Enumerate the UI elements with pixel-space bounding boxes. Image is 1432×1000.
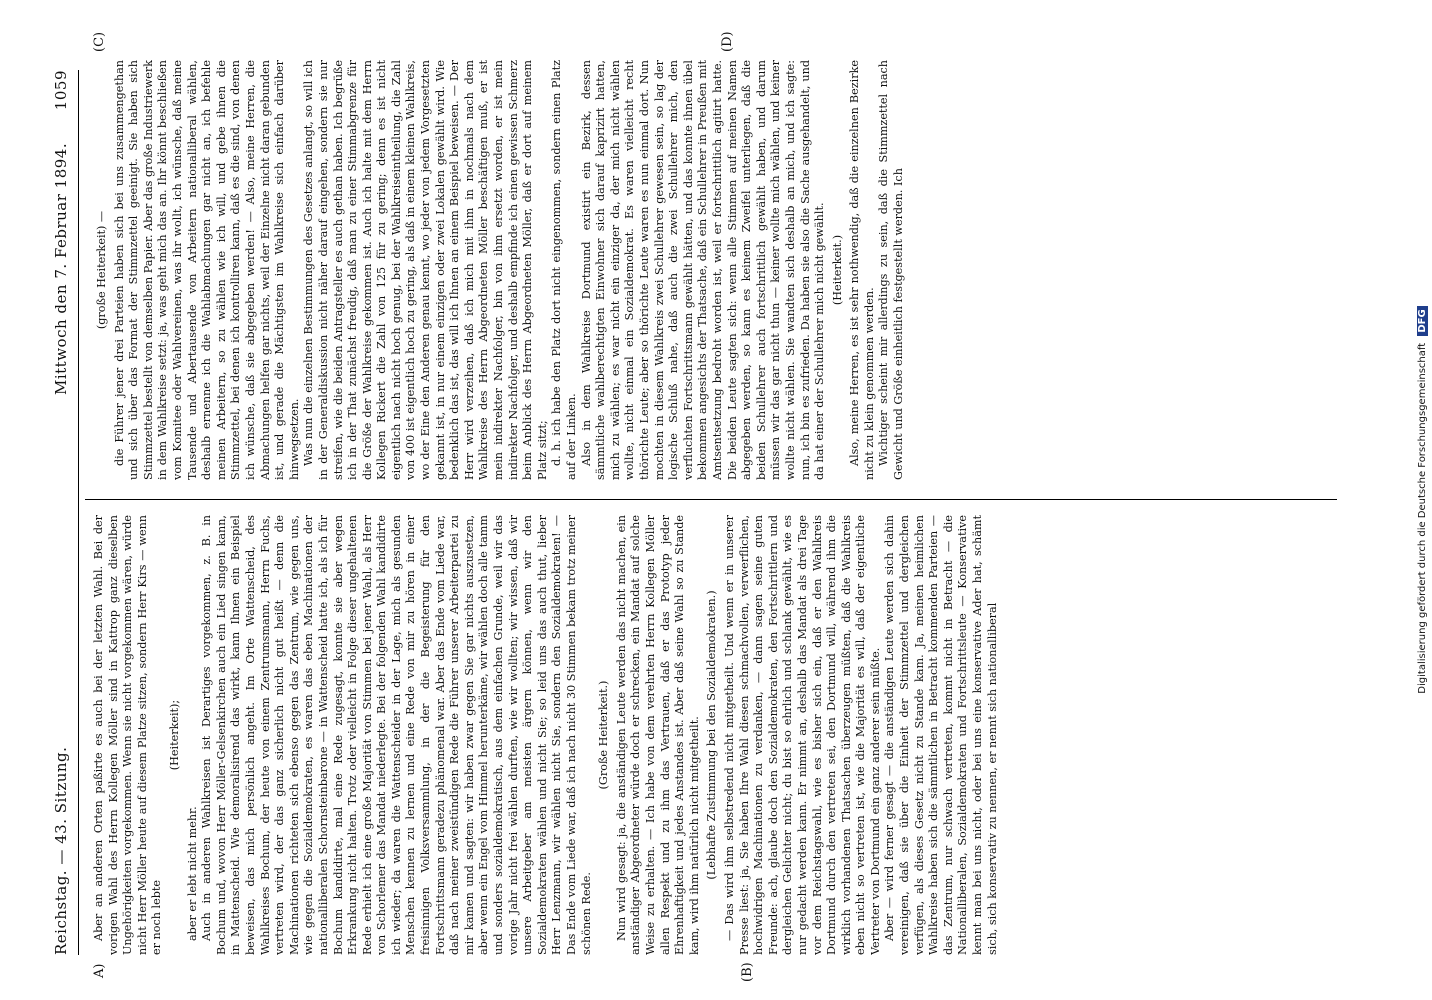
header-left: Reichstag. — 43. Sitzung. <box>52 746 70 955</box>
paragraph: Also, meine Herren, es ist sehr nothwendig, daß die einzelnen Bezirke nicht zu klein genommen werden. <box>848 60 876 480</box>
paragraph: Was nun die einzelnen Bestimmungen des Gesetzes anlangt, so will ich in der Generaldiskussion nicht näher darauf eingehen, sondern sie nur streifen, wie die beiden Antragsteller es auch gethan haben. Ich begrüße ich in der That zunächst freudig, daß man zu einer Stimmabgrenze für die Größe der Wahlkreise gekommen ist. Auch ich halte mit dem Herrn Kollegen Rickert die Zahl von 125 für zu gering; denn es ist nicht eigentlich nach nicht hoch genug, bei der Wahlkreiseintheilung, die Zahl von 400 ist eigentlich hoch zu gering, als daß in einem kleinen Wahlkreis, wo der Eine den Anderen genau kennt, wo jeder von jedem Vorgesetzten gekannt ist, in nur einem einzigen oder zwei Lokalen gewählt wird. Wie bedenklich das ist, das will ich Ihnen an einem Beispiel beweisen. — Der Herr wird verzeihen, daß ich mich mit ihm in nochmals nach dem Wahlkreise des Herrn Abgeordneten Möller beschäftigen muß, er ist mein indirekter Nachfolger, bin von ihm ersetzt worden, er ist mein indirekter Nachfolger, und deshalb empfinde ich einen gewissen Schmerz beim Anblick des Herrn Abgeordneten Möller, daß er dort auf meinem Platz sitzt; <box>302 60 549 480</box>
page-number: 1059 <box>52 70 70 111</box>
paragraph: Aber an anderen Orten paßirte es auch bei der letzten Wahl. Bei der vorigen Wahl des Herrn Kollegen Möller sind in Kattrop ganz dieselben Ungehörigkeiten vorgekommen. Wenn sie nicht vorgekommen wären, würde nicht Herr Möller heute auf diesem Platze sitzen, sondern Herr Kirs — wenn er noch lebte <box>92 515 164 955</box>
marker-a: A) <box>92 963 107 978</box>
dfg-credit-text: Digitalisierung gefördert durch die Deutsche Forschungsgemeinschaft <box>1417 342 1428 694</box>
header-rule <box>78 70 79 955</box>
interjection: (Große Heiterkeit.) <box>597 680 611 790</box>
column-divider <box>85 499 1337 500</box>
paragraph: Wichtiger scheint mir allerdings zu sein, daß die Stimmzettel nach Gewicht und Größe einheitlich festgestellt werden. Ich <box>877 60 906 480</box>
paragraph: Also in dem Wahlkreise Dortmund existirt ein Bezirk, dessen sämmtliche wahlberechtigten Einwohner sich darauf kaprizirt hatten, mich zu wählen; es war nicht ein einziger da, der mich nicht wählen wollte, nicht einmal ein Sozialdemokrat. Es waren vielleicht recht thörichte Leute; aber so thörichte Leute waren es nun einmal dort. Nun mochten in diesem Wahlkreis zwei Schullehrer gewesen sein, so lag der logische Schluß nahe, daß auch die zwei Schullehrer mich, den verfluchten Fortschrittsmann gewählt hätten, und das konnte ihnen übel bekommen angesichts der Thatsache, daß ein Schullehrer in Preußen mit Amtsentsetzung bedroht worden ist, weil er fortschrittlich agitirt hatte. Die beiden Leute sagten sich: wenn alle Stimmen auf meinen Namen abgegeben werden, so kann es keinem Zweifel unterliegen, daß die beiden Schullehrer auch fortschrittlich gewählt haben, und darum müssen wir das gar nicht thun — keiner wollte mich wählen, und keiner wollte nicht wählen. Sie wandten sich deshalb an mich, und ich sagte: nun, ich bin es zufrieden. Da haben sie also die Sache ausgehandelt, und da hat einer der Schullehrer mich nicht gewählt. <box>579 60 827 480</box>
interjection: (Heiterkeit.) <box>830 234 844 306</box>
paragraph: — Das wird ihm selbstredend nicht mitgetheilt. Und wenn er in unserer Presse liest: ja, Sie haben Ihre Wahl diesen schmachvollen, verwerflichen, hochwidrigen Machinationen zu verdanken, — dann sagen seine guten Freunde: ach, glaube doch den Sozialdemokraten, den Fortschrittlern und dergleichen Gelichter nicht; du bist so ehrlich und schlank gewählt, wie es nur gedacht werden kann. Er nimmt an, deshalb das Mandat als drei Tage vor dem Reichstagswahl, wie es bisher sich ein, daß er den Wahlkreis Dortmund durch den vertreten sei, den Dortmund will, während ihm die wirklich vorhandenen Thatsachen überzeugen müßten, daß die Wahlkreis eben nicht so vertreten ist, wie die Majorität es will, daß der eigentliche Vertreter von Dortmund ein ganz anderer sein müßte. <box>722 515 882 955</box>
header-date: Mittwoch den 7. Februar 1894. <box>52 142 70 395</box>
interjection: (Lebhafte Zustimmung bei den Sozialdemokraten.) <box>705 590 719 880</box>
text-column-left <box>92 515 1337 955</box>
paragraph: Aber — wird ferner gesagt — die anständigen Leute werden sich dahin vereinigen, daß sie über die Einheit der Stimmzettel und dergleichen verfügen, als dieses Gesetz nicht zu Stande kam. Ja, meinen heimlichen Wahlkreise haben sich die sämmtlichen in Betracht kommenden Parteien — das Zentrum, nur schwach vertreten, kommt nicht in Betracht — die Nationalliberalen, Sozialdemokraten und Fortschrittsleute — Konservative kennt man bei uns nicht, oder bei uns eine konservative Ader hat, schämt sich, sich konservativ zu nennen, er nennt sich nationalliberal <box>883 515 999 955</box>
page-header <box>52 70 76 955</box>
marker-b: (B) <box>740 962 755 982</box>
dfg-credit <box>1417 0 1428 1000</box>
paragraph: Nun wird gesagt: ja, die anständigen Leute werden das nicht machen, ein anständiger Abgeordneter würde doch er schrecken, ein Mandat auf solche Weise zu erhalten. — Ich habe von dem verehrten Herrn Kollegen Möller allen Respekt und zu ihm das Vertrauen, daß er das Prototyp jeder Ehrenhaftigkeit und jedes Anstandes ist. Aber daß seine Wahl so zu Stande kam, wird ihm natürlich nicht mitgetheilt. <box>614 515 701 955</box>
paragraph: Auch in anderen Wahlkreisen ist Derartiges vorgekommen, z. B. in Bochum und, wovon Herr Möller-Gelsenkirchen auch ein Lied singen kann, in Mattenscheid. Wie demoralisirend das wirkt, kann Ihnen ein Beispiel beweisen, das mich persönlich angeht. Im Orte Wattenscheid, des Wahlkreises Bochum, der heute von einem Zentrumsmann, Herrn Fuchs, vertreten wird, der das ganz sicherlich nicht gut heißt — denn die Machinationen richteten sich ebenso gegen das Zentrum, wie gegen uns, wie gegen die Sozialdemokraten, es waren das eben Machinationen der nationalliberalen Schornsteinbarone — in Wattenscheid hatte ich, als ich für Bochum kandidirte, mal eine Rede zugesagt, konnte sie aber wegen Erkrankung nicht halten. Trotz oder vielleicht in Folge dieser ungehaltenen Rede erhielt ich eine große Majorität von Stimmen bei jener Wahl, als Herr von Schorlemer das Mandat niederlegte. Bei der folgenden Wahl kandidirte ich wieder; da waren die Wattenscheider in der Lage, mich als gesunden Menschen kennen zu lernen und eine Rede von mir zu hören in einer freisinnigen Volksversammlung, in der die Begeisterung für den Fortschrittsmann geradezu phänomenal war. Aber das Ende vom Liede war, daß nach meiner zweistündigen Rede die Führer unserer Arbeiterpartei zu mir kamen und sagten: wir haben zwar gegen Sie gar nichts auszusetzen, aber wenn ein Engel vom Himmel herunterkäme, wir wählen doch alle tamm und sonders sozialdemokratisch, aus dem einfachen Grunde, weil wir das vorige Jahr nicht frei wählen durften, wie wir wollten; wir wissen, daß wir unsere Arbeitgeber am meisten ärgern können, wenn wir den Sozialdemokraten wählen und nicht Sie; so leid uns das auch thut, lieber Herr Lenzmann, wir wählen nicht Sie, sondern den Sozialdemokraten! — Das Ende vom Liede war, daß ich nach nicht 30 Stimmen bekam trotz meiner schönen Rede. <box>200 515 593 955</box>
interjection: (Heiterkeit); <box>167 699 181 771</box>
marker-c: (C) <box>92 31 107 52</box>
paragraph: die Führer jener drei Parteien haben sich bei uns zusammengethan und sich über das Format der Stimmzettel geeinigt. Sie haben sich Stimmzettel bestellt von demselben Papier. Aber das große Industriewerk in dem Wahlkreise setzt: ja, was geht mich das an. Ihr könnt beschließen vom Komitee oder Wahlvereinen, was ihr wollt, ich wünsche, daß meine Tausende und Abertausende von Arbeitern nationalliberal wählen, deshalb ernenne ich die Wahlabmachungen gar nicht an, ich befehle meinen Arbeitern, so zu wählen wie ich will, und gebe ihnen die Stimmzettel, bei denen ich kontrolliren kann, daß es die sind, von denen ich wünsche, daß sie abgegeben werden! — Also, meine Herren, die Abmachungen helfen gar nichts, weil der Einzelne nicht daran gebunden ist, und gerade die Mächtigsten im Wahlkreise sich einfach darüber hinwegsetzen. <box>112 60 301 480</box>
interjection: (große Heiterkeit) — <box>95 210 108 330</box>
dfg-logo: DFG <box>1417 306 1428 335</box>
marker-d: (D) <box>720 31 735 52</box>
paragraph: aber er lebt nicht mehr. <box>185 806 199 941</box>
text-column-right <box>92 60 1337 480</box>
paragraph: d. h. ich habe den Platz dort nicht eingenommen, sondern einen Platz auf der Linken. <box>550 60 578 480</box>
